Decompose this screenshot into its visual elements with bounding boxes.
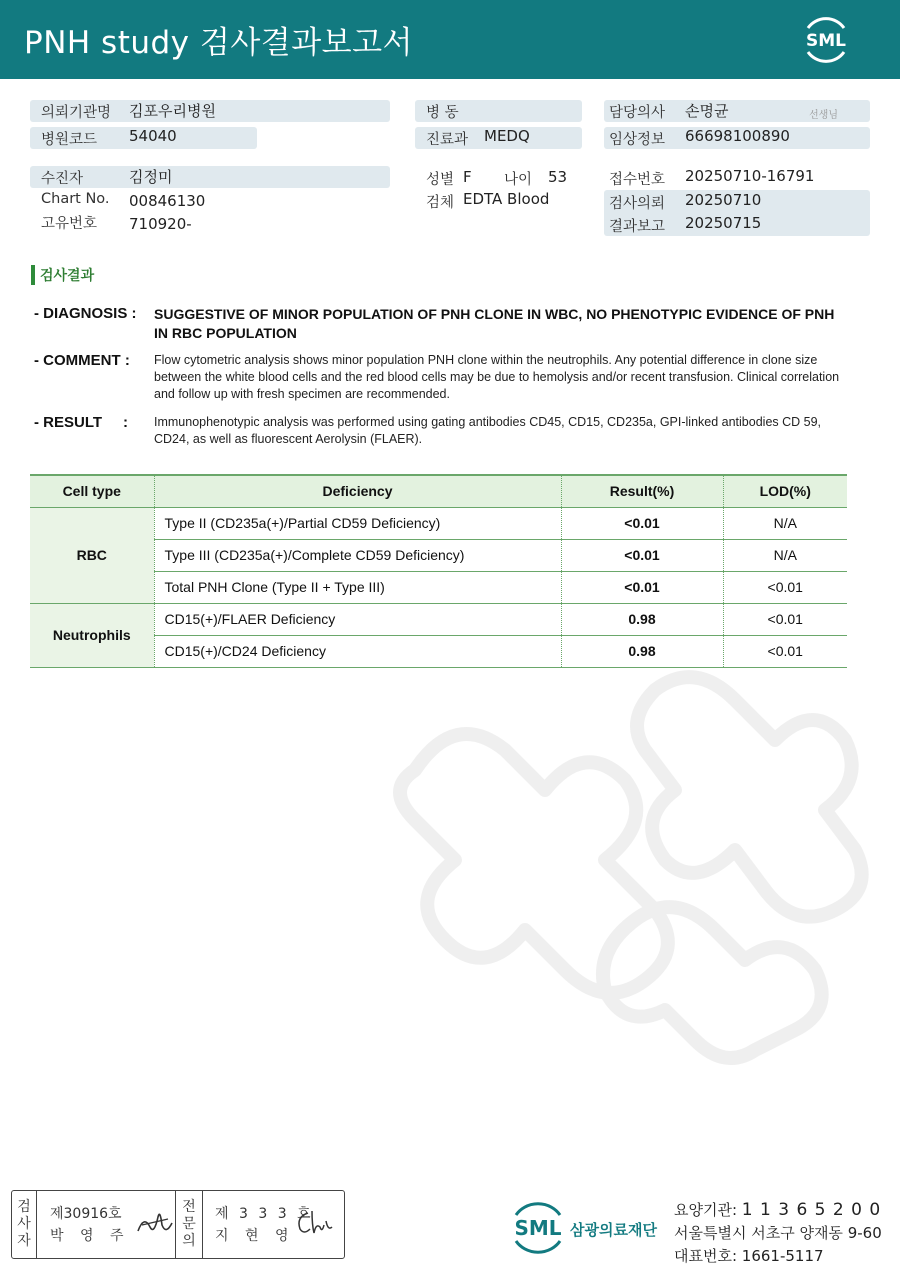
section-marker xyxy=(31,265,35,285)
results-table xyxy=(30,474,847,668)
header-lod: LOD(%) xyxy=(723,475,847,507)
doctor-label: 담당의사 xyxy=(609,105,666,121)
deficiency-cell: Type II (CD235a(+)/Partial CD59 Deficiency) xyxy=(154,507,561,539)
deficiency-cell: Type III (CD235a(+)/Complete CD59 Deficiency) xyxy=(154,539,561,571)
divider xyxy=(36,1191,37,1258)
dept-label: 진료과 xyxy=(426,132,469,148)
inspector-label-char: 자 xyxy=(17,1233,31,1249)
deficiency-cell: CD15(+)/FLAER Deficiency xyxy=(154,603,561,635)
clinical-value: 66698100890 xyxy=(685,127,790,145)
specialist-vertical-label xyxy=(180,1199,198,1250)
id-value: 710920- xyxy=(129,215,192,233)
result-cell: <0.01 xyxy=(561,539,723,571)
diagnosis-text: SUGGESTIVE OF MINOR POPULATION OF PNH CLONE IN WBC, NO PHENOTYPIC EVIDENCE OF PNH IN RBC POPULATION xyxy=(154,306,835,341)
result-cell: <0.01 xyxy=(561,571,723,603)
header-result: Result(%) xyxy=(561,475,723,507)
age-value: 53 xyxy=(548,168,568,186)
footer-org-name: 삼광의료재단 xyxy=(570,1221,657,1239)
inspector-vertical-label xyxy=(15,1199,33,1250)
svg-text:SML: SML xyxy=(514,1216,562,1240)
specimen-value: EDTA Blood xyxy=(463,190,550,208)
patient-value: 김정미 xyxy=(129,168,173,186)
id-label: 고유번호 xyxy=(41,216,98,232)
inspector-number: 제30916호 xyxy=(50,1206,122,1222)
hospital-code-label: 병원코드 xyxy=(41,132,98,148)
specialist-label-char: 문 xyxy=(182,1216,196,1232)
receipt-label: 접수번호 xyxy=(609,172,666,188)
table-header-row xyxy=(30,475,847,507)
header-cell-type: Cell type xyxy=(30,475,154,507)
comment-text: Flow cytometric analysis shows minor population PNH clone within the neutrophils. Any potential difference in clone size between the white blood cells and the red blood cells may be due to hemolysis and/or recent transfusion. Clinical correlation and follow up with fresh specimen are recommended. xyxy=(154,353,840,401)
sex-label: 성별 xyxy=(426,172,455,188)
footer-care-line xyxy=(674,1199,881,1220)
result-colon: : xyxy=(123,414,128,431)
doctor-value: 손명균 xyxy=(685,102,729,120)
inspector-signature-icon xyxy=(134,1205,176,1241)
dept-value: MEDQ xyxy=(484,127,530,145)
specialist-signature-icon xyxy=(294,1207,334,1239)
age-label: 나이 xyxy=(504,172,533,188)
sex-value: F xyxy=(463,168,472,186)
phone-label: 대표번호: xyxy=(674,1247,738,1265)
result-cell: <0.01 xyxy=(561,507,723,539)
report-date-value: 20250715 xyxy=(685,214,762,232)
specialist-name: 지 현 영 xyxy=(215,1228,295,1244)
inspector-label-char: 검 xyxy=(17,1199,31,1215)
institution-value: 김포우리병원 xyxy=(129,102,216,120)
specialist-label-char: 전 xyxy=(182,1199,196,1215)
info-bar-patient xyxy=(30,166,390,188)
sml-logo-icon xyxy=(800,14,852,66)
request-value: 20250710 xyxy=(685,191,762,209)
section-title: 검사결과 xyxy=(40,268,95,284)
hospital-code-value: 54040 xyxy=(129,127,177,145)
chart-value: 00846130 xyxy=(129,192,206,210)
request-label: 검사의뢰 xyxy=(609,196,666,212)
lod-cell: N/A xyxy=(723,539,847,571)
chart-label: Chart No. xyxy=(41,191,110,207)
result-cell: 0.98 xyxy=(561,603,723,635)
deficiency-cell: CD15(+)/CD24 Deficiency xyxy=(154,635,561,667)
report-header xyxy=(0,0,900,79)
cell-type-rbc: RBC xyxy=(30,507,154,603)
footer-sml-logo-icon xyxy=(508,1199,568,1257)
report-title: PNH study 검사결과보고서 xyxy=(24,25,413,61)
lod-cell: <0.01 xyxy=(723,635,847,667)
inspector-name: 박 영 주 xyxy=(50,1228,130,1244)
signature-box xyxy=(11,1190,345,1259)
divider xyxy=(175,1191,176,1258)
cell-type-neutrophils: Neutrophils xyxy=(30,603,154,667)
patient-label: 수진자 xyxy=(41,171,84,187)
receipt-value: 20250710-16791 xyxy=(685,167,815,185)
report-date-label: 결과보고 xyxy=(609,219,666,235)
care-label: 요양기관: xyxy=(674,1201,738,1219)
svg-text:SML: SML xyxy=(806,31,846,51)
header-deficiency: Deficiency xyxy=(154,475,561,507)
comment-label: - COMMENT : xyxy=(34,352,130,369)
divider xyxy=(202,1191,203,1258)
doctor-suffix: 선생님 xyxy=(809,110,838,121)
footer-address: 서울특별시 서초구 양재동 9-60 xyxy=(674,1224,882,1242)
deficiency-cell: Total PNH Clone (Type II + Type III) xyxy=(154,571,561,603)
footer-phone-line xyxy=(674,1245,824,1266)
inspector-label-char: 사 xyxy=(17,1216,31,1232)
lod-cell: <0.01 xyxy=(723,571,847,603)
diagnosis-label: - DIAGNOSIS : xyxy=(34,305,137,322)
table-row xyxy=(30,507,847,539)
specimen-label: 검체 xyxy=(426,195,455,211)
specialist-label-char: 의 xyxy=(182,1233,196,1249)
lod-cell: <0.01 xyxy=(723,603,847,635)
result-label: - RESULT xyxy=(34,414,103,431)
clinical-label: 임상정보 xyxy=(609,132,666,148)
specialist-number: 제 3 3 3 호 xyxy=(215,1206,314,1222)
result-cell: 0.98 xyxy=(561,635,723,667)
institution-label: 의뢰기관명 xyxy=(41,105,112,121)
lod-cell: N/A xyxy=(723,507,847,539)
table-row xyxy=(30,603,847,635)
care-value: 1 1 3 6 5 2 0 0 xyxy=(741,1200,882,1220)
result-text: Immunophenotypic analysis was performed using gating antibodies CD45, CD15, CD235a, GPI-linked antibodies CD 59, CD24, as well as fluorescent Aerolysin (FLAER). xyxy=(154,415,822,446)
watermark-cross-icon xyxy=(355,650,875,1070)
phone-value: 1661-5117 xyxy=(741,1247,824,1265)
ward-label: 병 동 xyxy=(426,105,459,121)
